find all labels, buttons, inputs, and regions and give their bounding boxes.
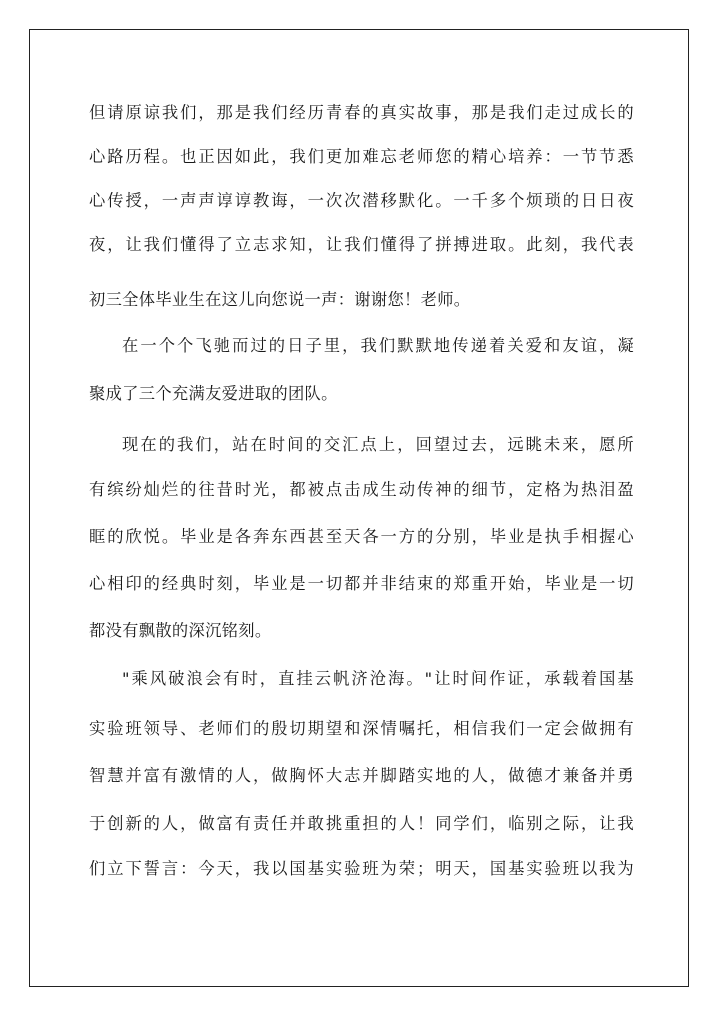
paragraph-first-line: 在一个个飞驰而过的日子里，我们默默地传递着关爱和友谊，凝 (122, 336, 634, 355)
text-line: 但请原谅我们，那是我们经历青春的真实故事，那是我们走过成长的 (89, 103, 634, 122)
text-line: 都没有飘散的深沉铭刻。 (89, 621, 272, 640)
paragraph-first-line: "乘风破浪会有时，直挂云帆济沧海。"让时间作证，承载着国基 (122, 669, 634, 688)
page-border (29, 29, 689, 987)
text-line: 心路历程。也正因如此，我们更加难忘老师您的精心培养：一节节悉 (89, 147, 634, 166)
text-line: 智慧并富有激情的人，做胸怀大志并脚踏实地的人，做德才兼备并勇 (89, 766, 634, 785)
text-line: 心传授，一声声谆谆教诲，一次次潜移默化。一千多个烦琐的日日夜 (89, 191, 634, 210)
text-line: 夜，让我们懂得了立志求知，让我们懂得了拼搏进取。此刻，我代表 (89, 235, 634, 254)
text-line: 实验班领导、老师们的殷切期望和深情嘱托，相信我们一定会做拥有 (89, 719, 634, 738)
paragraph-first-line: 现在的我们，站在时间的交汇点上，回望过去，远眺未来，愿所 (122, 435, 634, 454)
text-line: 心相印的经典时刻，毕业是一切都并非结束的郑重开始，毕业是一切 (89, 574, 634, 593)
text-line: 眶的欣悦。毕业是各奔东西甚至天各一方的分别，毕业是执手相握心 (89, 527, 634, 546)
text-line: 聚成了三个充满友爱进取的团队。 (89, 384, 338, 403)
text-line: 初三全体毕业生在这儿向您说一声：谢谢您！老师。 (89, 290, 471, 309)
text-line: 于创新的人，做富有责任并敢挑重担的人！同学们，临别之际，让我 (89, 814, 634, 833)
text-line: 们立下誓言：今天，我以国基实验班为荣；明天，国基实验班以我为 (89, 859, 634, 878)
text-line: 有缤纷灿烂的往昔时光，都被点击成生动传神的细节，定格为热泪盈 (89, 480, 634, 499)
